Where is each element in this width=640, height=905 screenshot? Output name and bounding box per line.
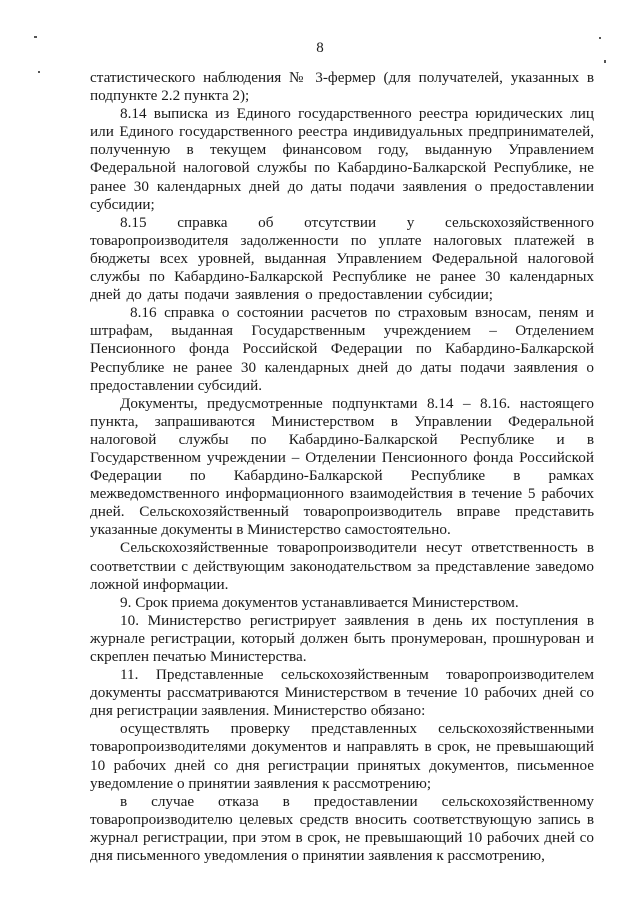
paragraph-continuation: статистического наблюдения № 3-фермер (для получателей, указанных в подпункте 2.2 пункта 2); — [90, 69, 594, 105]
scan-mark-left-lower — [38, 71, 40, 73]
paragraph-10: 10. Министерство регистрирует заявления в день их поступления в журнале регистрации, который должен быть пронумерован, прошнурован и скреплен печатью Министерства. — [90, 611, 594, 665]
scan-mark-left — [34, 36, 37, 38]
scan-mark-right — [599, 37, 601, 39]
scan-mark-right-lower — [604, 60, 606, 63]
document-body — [90, 69, 594, 865]
paragraph-8-16: 8.16 справка о состоянии расчетов по страховым взносам, пеням и штрафам, выданная Государственным учреждением – Отделением Пенсионного фонда Российской Федерации по Кабардино-Балкарской Республике не ранее 30 календарных дней до даты подачи заявления о предоставлении субсидий. — [90, 304, 594, 394]
paragraph-documents-requested: Документы, предусмотренные подпунктами 8.14 – 8.16. настоящего пункта, запрашиваются Министерством в Управлении Федеральной налоговой службы по Кабардино-Балкарской Республике и в Государственном учреждении – Отделении Пенсионного фонда Российской Федерации по Кабардино-Балкарской Республике в рамках межведомственного информационного взаимодействия в течение 5 рабочих дней. Сельскохозяйственный товаропроизводитель вправе представить указанные документы в Министерство самостоятельно. — [90, 394, 594, 539]
paragraph-11-duty-refusal: в случае отказа в предоставлении сельскохозяйственному товаропроизводителю целевых средств вносить соответствующую запись в журнал регистрации, при этом в срок, не превышающий 10 рабочих дней со дня письменного уведомления о принятии заявления к рассмотрению, — [90, 792, 594, 865]
page-number: 8 — [316, 40, 324, 56]
paragraph-8-14: 8.14 выписка из Единого государственного реестра юридических лиц или Единого государственного реестра индивидуальных предпринимателей, полученную в текущем финансовом году, выданную Управлением Федеральной налоговой службы по Кабардино-Балкарской Республике, не ранее 30 календарных дней до даты подачи заявления о предоставлении субсидии; — [90, 105, 594, 213]
paragraph-8-15: 8.15 справка об отсутствии у сельскохозяйственного товаропроизводителя задолженности по уплате налоговых платежей в бюджеты всех уровней, выданная Управлением Федеральной налоговой службы по Кабардино-Балкарской Республике не ранее 30 календарных дней до даты подачи заявления о предоставлении субсидии; — [90, 213, 594, 304]
paragraph-responsibility: Сельскохозяйственные товаропроизводители несут ответственность в соответствии с действующим законодательством за представление заведомо ложной информации. — [90, 539, 594, 593]
paragraph-11: 11. Представленные сельскохозяйственным товаропроизводителем документы рассматриваются Министерством в течение 10 рабочих дней со дня регистрации заявления. Министерство обязано: — [90, 666, 594, 720]
paragraph-11-duty-check: осуществлять проверку представленных сельскохозяйственными товаропроизводителями документов и направлять в срок, не превышающий 10 рабочих дней со дня регистрации принятых документов, письменное уведомление о принятии заявления к рассмотрению; — [90, 720, 594, 792]
paragraph-9: 9. Срок приема документов устанавливается Министерством. — [120, 593, 519, 611]
